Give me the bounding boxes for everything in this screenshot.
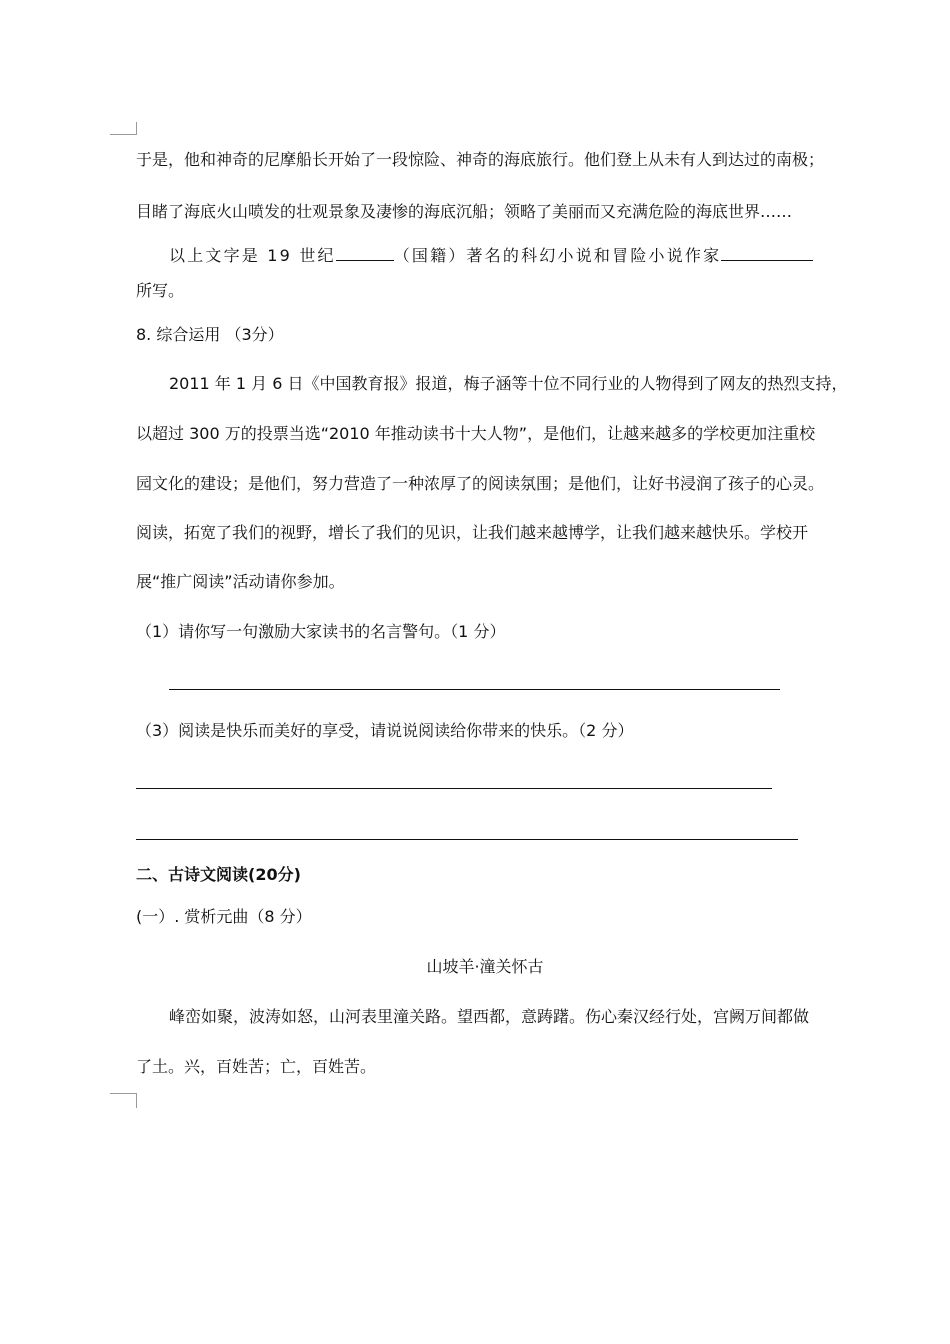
q8-paragraph-line-3: 园文化的建设；是他们，努力营造了一种浓厚了的阅读氛围；是他们，让好书浸润了孩子的心灵。 <box>136 474 825 493</box>
page-corner-mark-top <box>110 122 137 135</box>
sub1-answer-line[interactable] <box>169 689 780 690</box>
nationality-blank[interactable] <box>336 245 394 261</box>
author-blank[interactable] <box>721 245 813 261</box>
q8-heading: 8. 综合运用 （3分） <box>136 325 284 344</box>
section2-sub-heading: (一）. 赏析元曲（8 分） <box>136 907 312 926</box>
q8-paragraph-line-2: 以超过 300 万的投票当选“2010 年推动读书十大人物”，是他们，让越来越多的学校更加注重校 <box>136 424 816 443</box>
sub3-answer-line-1[interactable] <box>136 788 772 789</box>
poem-line-2: 了土。兴，百姓苦；亡，百姓苦。 <box>136 1057 377 1076</box>
passage-question-part1: 以上文字是 19 世纪 <box>169 246 336 265</box>
passage-line-1: 于是，他和神奇的尼摩船长开始了一段惊险、神奇的海底旅行。他们登上从未有人到达过的南极； <box>136 150 825 169</box>
page-corner-mark-bottom <box>110 1093 137 1108</box>
passage-line-2: 目睹了海底火山喷发的壮观景象及凄惨的海底沉船；领略了美丽而又充满危险的海底世界…… <box>136 202 793 221</box>
passage-question-part2: （国籍）著名的科幻小说和冒险小说作家 <box>393 246 722 265</box>
q8-sub1-prompt: （1）请你写一句激励大家读书的名言警句。（1 分） <box>136 622 506 641</box>
q8-paragraph-line-5: 展“推广阅读”活动请你参加。 <box>136 572 345 591</box>
passage-question-end: 所写。 <box>136 281 185 300</box>
poem-title: 山坡羊·潼关怀古 <box>426 957 544 976</box>
passage-question <box>169 245 813 266</box>
q8-sub3-prompt: （3）阅读是快乐而美好的享受，请说说阅读给你带来的快乐。（2 分） <box>136 721 634 740</box>
q8-paragraph-line-4: 阅读，拓宽了我们的视野，增长了我们的见识，让我们越来越博学，让我们越来越快乐。学校开 <box>136 523 809 542</box>
q8-paragraph-line-1: 2011 年 1 月 6 日《中国教育报》报道，梅子涵等十位不同行业的人物得到了网友的热烈支持， <box>169 374 848 393</box>
poem-line-1: 峰峦如聚，波涛如怒，山河表里潼关路。望西都，意踌躇。伤心秦汉经行处，宫阙万间都做 <box>169 1007 810 1026</box>
sub3-answer-line-2[interactable] <box>136 839 798 840</box>
section2-heading: 二、古诗文阅读(20分) <box>136 865 301 884</box>
